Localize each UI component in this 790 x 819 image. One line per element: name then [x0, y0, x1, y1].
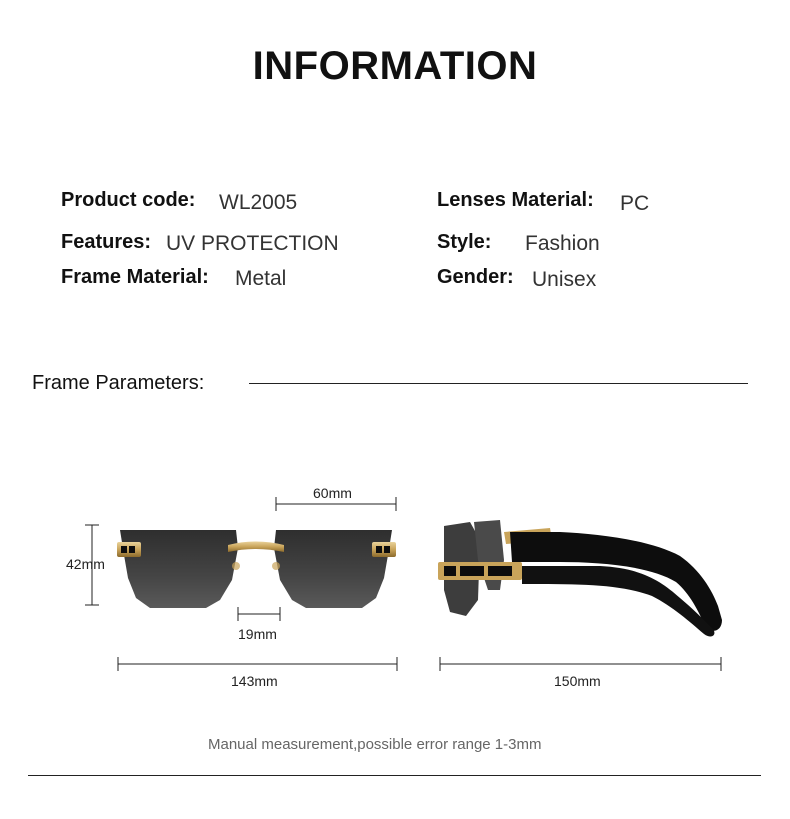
lens-height-label: 42mm: [66, 556, 105, 572]
frame-width-label: 143mm: [231, 673, 278, 689]
measurement-note: Manual measurement,possible error range 1-3mm: [208, 736, 542, 753]
product-code-value: WL2005: [219, 191, 298, 214]
temple-length-label: 150mm: [554, 673, 601, 689]
features-label: Features:: [61, 231, 152, 253]
frame-material-label: Frame Material:: [61, 266, 209, 288]
lens-width-label: 60mm: [313, 485, 352, 501]
lenses-material-label: Lenses Material:: [437, 189, 594, 211]
bridge-width-label: 19mm: [238, 626, 277, 642]
features-value: UV PROTECTION: [166, 232, 339, 255]
frame-parameters-heading: Frame Parameters:: [32, 372, 205, 394]
gender-value: Unisex: [532, 268, 597, 291]
style-label: Style:: [437, 231, 492, 253]
product-code-label: Product code:: [61, 189, 196, 211]
page-title: INFORMATION: [252, 44, 538, 88]
style-value: Fashion: [525, 232, 600, 255]
frame-material-value: Metal: [235, 267, 287, 290]
gender-label: Gender:: [437, 266, 514, 288]
lenses-material-value: PC: [620, 192, 650, 215]
footer-divider: [28, 775, 761, 776]
